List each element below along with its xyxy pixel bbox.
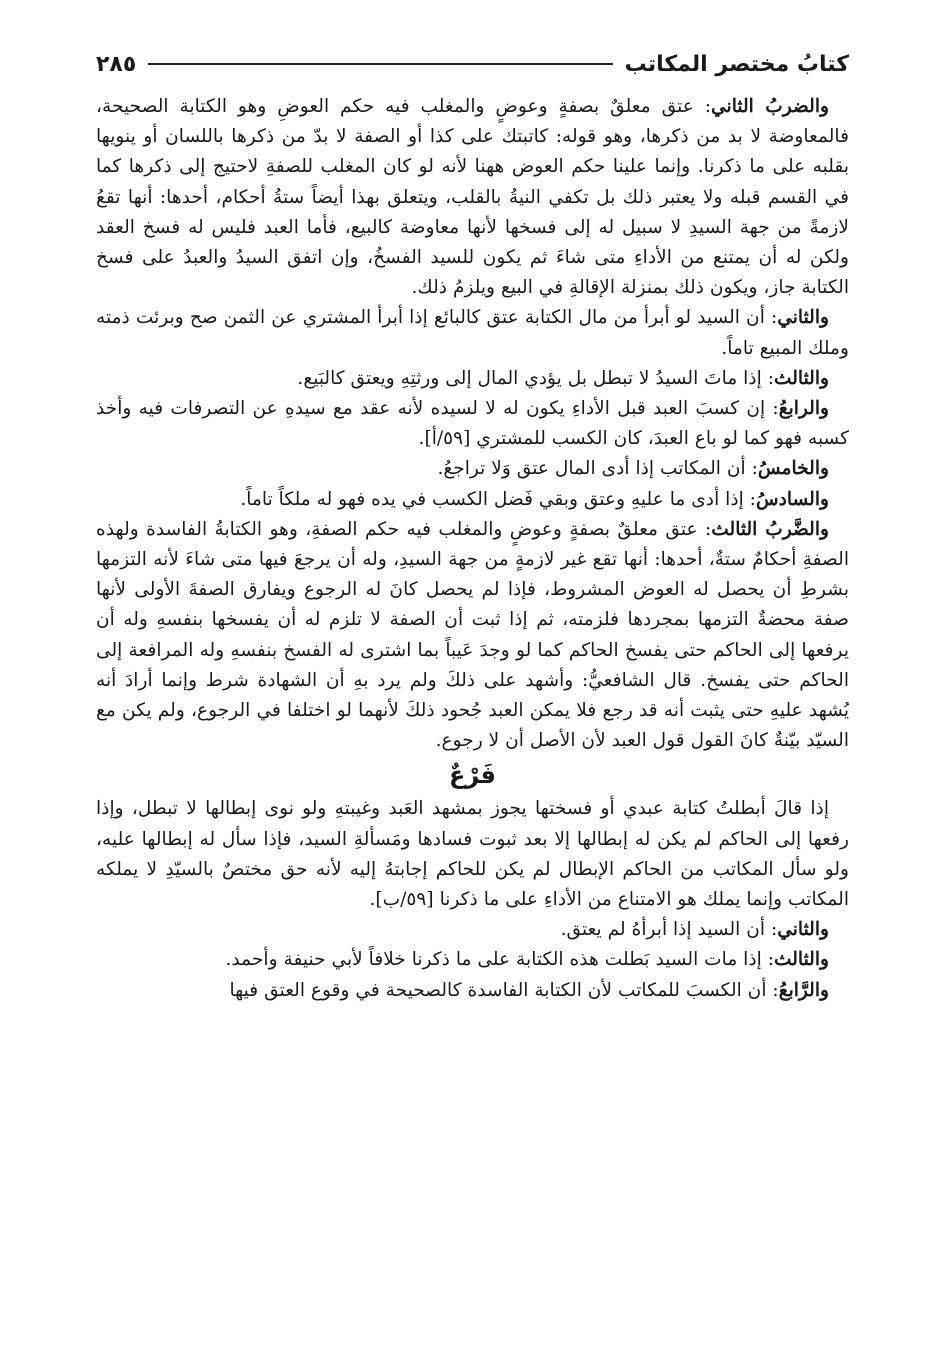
paragraph [96, 364, 849, 394]
paragraph-label: والرَّابعُ [778, 979, 829, 1001]
paragraph-text: : عتق معلقٌ بصفةٍ وعوضٍ والمغلب فيه حكم الصفةِ، وهو الكتابةُ الفاسدة ولهذه الصفةِ أحكامٌ ستةٌ، أحدها: أنها تقع غير لازمةٍ من جهة السيدِ، وله أن يرجعَ فيها متى شاءَ لأنه التزمها بشرطِ أن يحصل له العوض المشروط، فإذا لم يحصل كانَ له الرجوع ويفارق الصفةَ الأولى لأنها صفة محضةٌ التزمها بمجردها فلزمته، ثم إذا ثبت أن الصفة لا تلزم له أن يفسخها بنفسهِ وله أن يرفعها إلى الحاكم حتى يفسخ الحاكم كما لو وجدَ عَيباً بما اشترى له الفسخ بنفسهِ وله المرافعة إلى الحاكم حتى يفسخ. قال الشافعيُّ: وأشهد على ذلكَ ولم يرد بهِ أن الشهادة شرط وإنما أرادَ أنه يُشهد عليهِ حتى يثبت أنه قد رجع فلا يمكن العبد جُحود ذلكَ لأنهما لو اختلفا في الرجوع، ولم يكن مع السيّد بيّنةٌ كانَ القول قول العبد لأن الأصل أن لا رجوع. [96, 518, 849, 752]
paragraph [96, 394, 849, 454]
paragraph-label: والسادسُ [755, 488, 829, 510]
paragraph-label: والثاني [777, 307, 829, 329]
paragraph [96, 485, 849, 515]
section-heading: فَرْعٌ [448, 761, 497, 790]
page-header [96, 44, 849, 84]
book-title: كتابُ مختصر المكاتب [624, 51, 849, 77]
paragraph-label: والثالث [773, 367, 829, 389]
paragraph-label: والضربُ الثاني [711, 96, 829, 117]
header-rule [148, 63, 612, 65]
paragraph-label: والرابعُ [778, 398, 829, 420]
paragraph-label: والثالث [773, 949, 829, 971]
paragraph-label: والضَّربُ الثالث [711, 518, 829, 540]
page-number: ٢٨٥ [96, 51, 137, 77]
paragraph [96, 976, 849, 1006]
paragraph-text: : إذا أدى ما عليهِ وعتق وبقي فَضل الكسب في يده فهو له ملكاً تاماً. [240, 488, 756, 510]
paragraph-text: : إن كسبَ العبد قبل الأداءِ يكون له لا لسيده لأنه عقد مع سيدهِ عن التصرفات فيه وأخذ كسبه فهو كما لو باع العبدَ، كان الكسب للمشتري [٥٩/أ]. [96, 398, 849, 450]
paragraph-text: : أن الكسبَ للمكاتب لأن الكتابة الفاسدة كالصحيحة في وقوع العتق فيها [229, 979, 779, 1001]
paragraph [96, 515, 849, 757]
paragraph-label: والخامسُ [757, 458, 829, 480]
paragraph [96, 794, 849, 915]
paragraph-text: إذا قالَ أبطلتُ كتابة عبدي أو فسختها يجوز بمشهد العَبد وغيبتهِ ولو نوى إبطالها لا تبطل، وإذا رفعها إلى الحاكم لم يكن له إبطالها إلا بعد ثبوت فسادها ومَسألةِ السيد، فإذا سأل له إبطالها عليه، ولو سأل المكاتب من الحاكم الإبطال لم يكن للحاكم إجابتهُ إليه لأنه حق مختصٌ بالسيّدِ لا يملكه المكاتب وإنما يملك هو الامتناع من الأداءِ على ما ذكرنا [٥٩/ب]. [96, 798, 849, 911]
paragraph [96, 915, 849, 945]
page-body [96, 92, 849, 1362]
paragraph-text: : إذا مات السيد بَطلت هذه الكتابة على ما ذكرنا خلافاً لأبي حنيفة وأحمد. [225, 949, 774, 971]
paragraph [96, 454, 849, 484]
paragraph [96, 303, 849, 363]
paragraph [96, 945, 849, 975]
paragraph-text: : أن السيد لو أبرأ من مال الكتابة عتق كالبائع إذا أبرأ المشتري عن الثمن صح وبرئت ذمته وملك المبيع تاماً. [96, 307, 849, 359]
paragraph-text: : إذا ماتَ السيدُ لا تبطل بل يؤدي المال إلى ورثتِهِ ويعتق كالبَيع. [297, 367, 774, 389]
paragraph [96, 92, 849, 303]
paragraph-label: والثاني [777, 919, 829, 941]
paragraph-text: : عتق معلقٌ بصفةٍ وعوضٍ والمغلب فيه حكم العوضِ وهو الكتابة الصحيحة، فالمعاوضة لا بد من ذكرها، وهو قوله: كاتبتك على كذا أو الصفة لا بدّ من ذكرها باللسان أو ينويها بقلبه على ما ذكرنا. وإنما علينا حكم العوض ههنا لأنه لو كان المغلب للصفةِ لاحتيج إلى ذكرها كما في القسم قبله ولا يعتبر ذلك بل تكفي النيةُ بالقلب، ويتعلق بهذا أيضاً ستةُ أحكام، أحدها: أنها تقعُ لازمةً من جهة السيدِ لا سبيل له إلى فسخها لأنها معاوضة كالبيع، فأما العبد فليس له فسخ العقد ولكن له أن يمتنع من الأداءِ متى شاءَ ثم يكون للسيد الفسخُ، وإن اتفق السيدُ والعبدُ على فسخ الكتابة جاز، ويكون ذلك بمنزلة الإقالةِ في البيع ويلزمُ ذلك. [96, 96, 849, 299]
paragraph-text: : أن المكاتب إذا أدى المال عتق وَلا تراجعُ. [437, 458, 758, 480]
paragraph-text: : أن السيد إذا أبرأهُ لم يعتق. [560, 919, 778, 941]
